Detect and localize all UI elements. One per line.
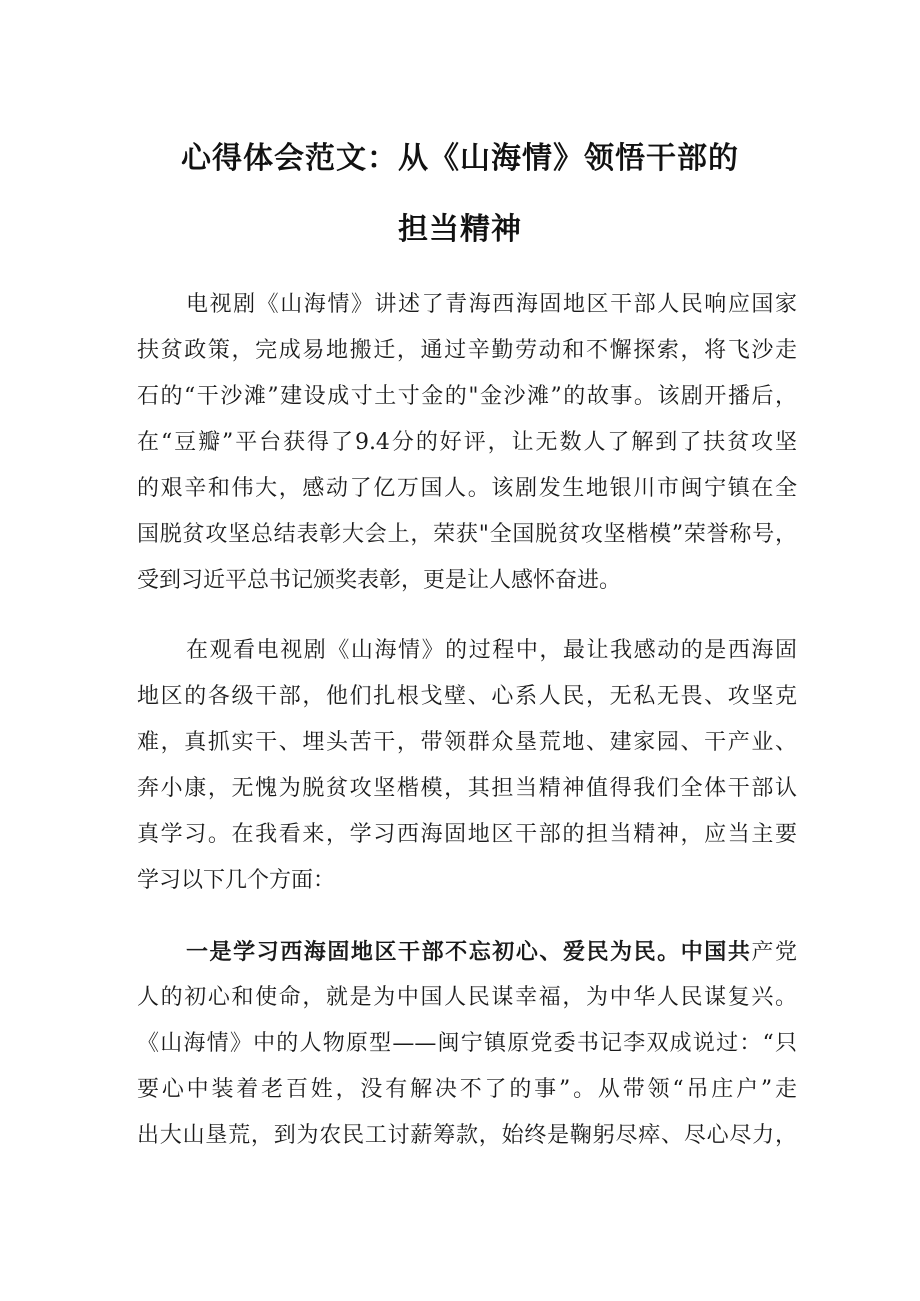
- paragraph-line: 真学习。在我看来，学习西海固地区干部的担当精神，应当主要: [137, 822, 797, 847]
- paragraph-line: 电视剧《山海情》讲述了青海西海固地区干部人民响应国家: [186, 292, 797, 317]
- paragraph-line: 受到习近平总书记颁奖表彰，更是让人感怀奋进。: [137, 568, 622, 593]
- paragraph-line: 人的初心和使命，就是为中国人民谋幸福，为中华人民谋复兴。: [137, 985, 797, 1010]
- paragraph-2: [137, 628, 797, 904]
- paragraph-line: 要心中装着老百姓，没有解决不了的事”。从带领“吊庄户”走: [137, 1077, 797, 1102]
- paragraph-line: 扶贫政策，完成易地搬迁，通过辛勤劳动和不懈探索，将飞沙走: [137, 338, 797, 363]
- paragraph-line: 在观看电视剧《山海情》的过程中，最让我感动的是西海固: [186, 638, 797, 663]
- document-title-line-2: 担当精神: [398, 212, 522, 247]
- paragraph-line: 难，真抓实干、埋头苦干，带领群众垦荒地、建家园、干产业、: [137, 730, 797, 755]
- paragraph-line: 的艰辛和伟大，感动了亿万国人。该剧发生地银川市闽宁镇在全: [137, 476, 797, 501]
- paragraph-line: 奔小康，无愧为脱贫攻坚楷模，其担当精神值得我们全体干部认: [137, 776, 797, 801]
- paragraph-1: [137, 282, 797, 604]
- paragraph-line: 在“豆瓣”平台获得了9.4分的好评，让无数人了解到了扶贫攻坚: [137, 430, 797, 455]
- paragraph-line: 地区的各级干部，他们扎根戈壁、心系人民，无私无畏、攻坚克: [137, 684, 797, 709]
- paragraph-line: 学习以下几个方面：: [137, 868, 336, 893]
- paragraph-line: 国脱贫攻坚总结表彰大会上，荣获"全国脱贫攻坚楷模”荣誉称号，: [137, 522, 797, 547]
- paragraph-line: 出大山垦荒，到为农民工讨薪筹款，始终是鞠躬尽瘁、尽心尽力，: [137, 1123, 797, 1148]
- document-title-line-1: 心得体会范文：从《山海情》领悟干部的: [181, 141, 739, 176]
- paragraph-line: [137, 929, 797, 975]
- paragraph-bold-lead: 一是学习西海固地区干部不忘初心、爱民为民。中国共: [186, 939, 752, 965]
- paragraph-lead-rest: 产党: [751, 940, 797, 965]
- paragraph-line: 石的“干沙滩”建设成寸土寸金的"金沙滩”的故事。该剧开播后，: [137, 384, 797, 409]
- paragraph-line: 《山海情》中的人物原型——闽宁镇原党委书记李双成说过：“只: [137, 1031, 797, 1056]
- paragraph-3: [137, 929, 797, 1159]
